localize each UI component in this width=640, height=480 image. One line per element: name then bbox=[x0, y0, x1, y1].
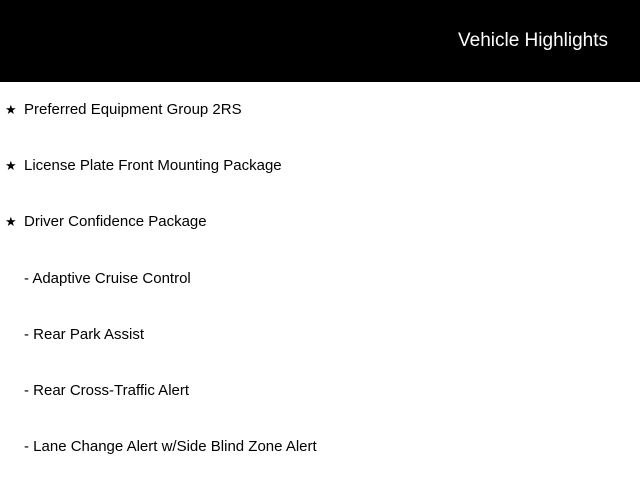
star-icon: ★ bbox=[5, 214, 17, 229]
header-bar bbox=[0, 0, 640, 82]
list-item bbox=[0, 154, 640, 178]
highlight-label: License Plate Front Mounting Package bbox=[24, 157, 282, 174]
list-item bbox=[0, 379, 640, 403]
highlight-sub-label: - Rear Park Assist bbox=[24, 326, 145, 343]
highlight-label: Driver Confidence Package bbox=[24, 213, 207, 230]
list-item bbox=[0, 323, 640, 347]
highlight-label: Preferred Equipment Group 2RS bbox=[24, 101, 242, 118]
highlight-sub-label: - Lane Change Alert w/Side Blind Zone Alert bbox=[24, 438, 317, 455]
list-item bbox=[0, 210, 640, 234]
highlight-sub-label: - Rear Cross-Traffic Alert bbox=[24, 382, 190, 399]
star-icon: ★ bbox=[5, 102, 17, 117]
page-title: Vehicle Highlights bbox=[458, 30, 608, 51]
list-item bbox=[0, 98, 640, 122]
list-item bbox=[0, 267, 640, 291]
highlight-sub-label: - Adaptive Cruise Control bbox=[24, 270, 191, 287]
list-item bbox=[0, 435, 640, 459]
star-icon: ★ bbox=[5, 158, 17, 173]
